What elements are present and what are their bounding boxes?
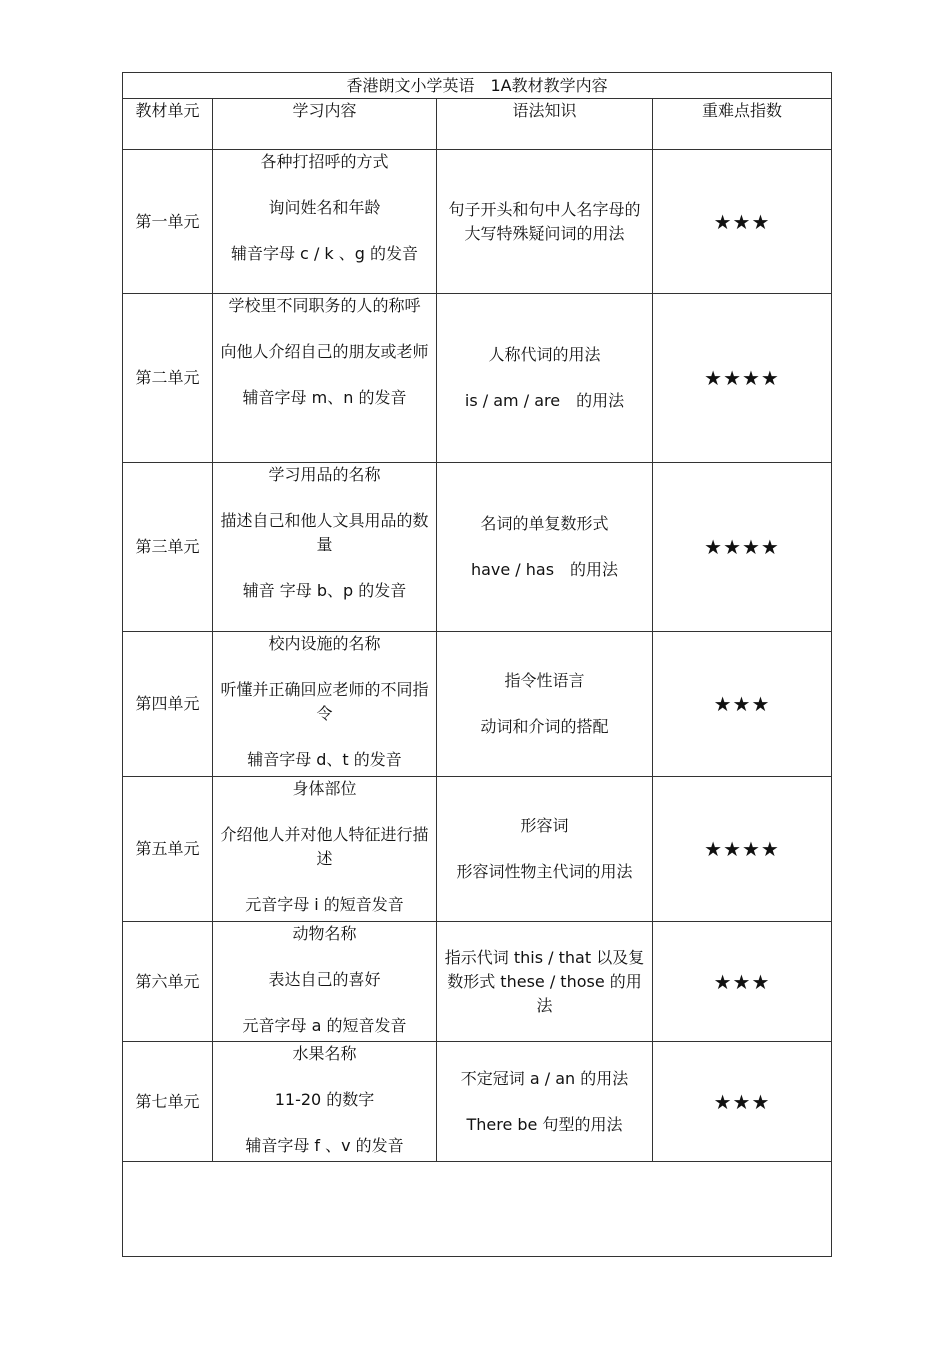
unit-cell: 第三单元 (123, 463, 213, 632)
content-item: 表达自己的喜好 (268, 970, 381, 989)
table-row (123, 922, 832, 1042)
grammar-item: 动词和介词的搭配 (480, 717, 609, 736)
content-item: 身体部位 (292, 779, 357, 798)
table-title: 香港朗文小学英语 1A教材教学内容 (123, 73, 832, 99)
blank-row (123, 1162, 832, 1257)
grammar-cell (437, 150, 653, 294)
header-content: 学习内容 (213, 99, 437, 150)
content-item: 辅音 字母 b、p 的发音 (242, 581, 407, 600)
difficulty-stars: ★★★ (653, 922, 832, 1042)
difficulty-stars: ★★★★ (653, 777, 832, 922)
difficulty-stars: ★★★ (653, 150, 832, 294)
table-row (123, 777, 832, 922)
content-item: 听懂并正确回应老师的不同指令 (220, 680, 429, 723)
grammar-item: have / has 的用法 (470, 560, 619, 579)
unit-cell: 第五单元 (123, 777, 213, 922)
grammar-item: 句子开头和句中人名字母的大写特殊疑问词的用法 (448, 199, 641, 243)
grammar-item: is / am / are 的用法 (464, 391, 625, 410)
grammar-cell (437, 1042, 653, 1162)
content-item: 11-20 的数字 (274, 1090, 375, 1109)
content-item: 介绍他人并对他人特征进行描述 (220, 825, 429, 868)
content-item: 辅音字母 m、n 的发音 (242, 388, 407, 407)
grammar-cell (437, 922, 653, 1042)
grammar-cell (437, 632, 653, 777)
unit-cell: 第六单元 (123, 922, 213, 1042)
curriculum-table (122, 72, 832, 1257)
content-item: 学校里不同职务的人的称呼 (228, 296, 421, 315)
unit-cell: 第四单元 (123, 632, 213, 777)
unit-cell: 第一单元 (123, 150, 213, 294)
content-cell (213, 777, 437, 922)
content-item: 元音字母 a 的短音发音 (242, 1016, 407, 1035)
header-difficulty: 重难点指数 (653, 99, 832, 150)
difficulty-stars: ★★★★ (653, 294, 832, 463)
difficulty-stars: ★★★ (653, 1042, 832, 1162)
blank-cell (123, 1162, 832, 1257)
content-cell (213, 1042, 437, 1162)
table-row (123, 1042, 832, 1162)
grammar-item: 形容词 (520, 816, 569, 835)
grammar-item: 名词的单复数形式 (480, 514, 609, 533)
content-item: 描述自己和他人文具用品的数量 (220, 511, 429, 554)
table-row (123, 294, 832, 463)
header-grammar: 语法知识 (437, 99, 653, 150)
grammar-item: 指令性语言 (504, 671, 585, 690)
content-item: 校内设施的名称 (268, 634, 381, 653)
table-row (123, 150, 832, 294)
table-row (123, 463, 832, 632)
grammar-item: There be 句型的用法 (466, 1114, 623, 1134)
grammar-item: 不定冠词 a / an 的用法 (460, 1068, 629, 1088)
grammar-cell (437, 463, 653, 632)
grammar-item: 形容词性物主代词的用法 (456, 862, 633, 881)
content-cell (213, 463, 437, 632)
header-unit: 教材单元 (123, 99, 213, 150)
difficulty-stars: ★★★ (653, 632, 832, 777)
content-cell (213, 632, 437, 777)
content-item: 动物名称 (292, 924, 357, 943)
title-row (123, 73, 832, 99)
content-item: 辅音字母 f 、v 的发音 (245, 1136, 404, 1155)
content-item: 学习用品的名称 (268, 465, 381, 484)
grammar-cell (437, 777, 653, 922)
unit-cell: 第七单元 (123, 1042, 213, 1162)
table-row (123, 632, 832, 777)
content-cell (213, 294, 437, 463)
content-item: 询问姓名和年龄 (268, 198, 381, 217)
grammar-item: 指示代词 this / that 以及复数形式 these / those 的用法 (444, 947, 645, 1015)
content-cell (213, 150, 437, 294)
content-cell (213, 922, 437, 1042)
content-item: 辅音字母 c / k 、g 的发音 (230, 244, 419, 263)
header-row (123, 99, 832, 150)
content-item: 各种打招呼的方式 (260, 152, 389, 171)
content-item: 水果名称 (292, 1044, 357, 1063)
content-item: 向他人介绍自己的朋友或老师 (220, 342, 429, 361)
unit-cell: 第二单元 (123, 294, 213, 463)
content-item: 辅音字母 d、t 的发音 (247, 750, 402, 769)
grammar-item: 人称代词的用法 (488, 345, 601, 364)
grammar-cell (437, 294, 653, 463)
content-item: 元音字母 i 的短音发音 (245, 895, 404, 914)
difficulty-stars: ★★★★ (653, 463, 832, 632)
